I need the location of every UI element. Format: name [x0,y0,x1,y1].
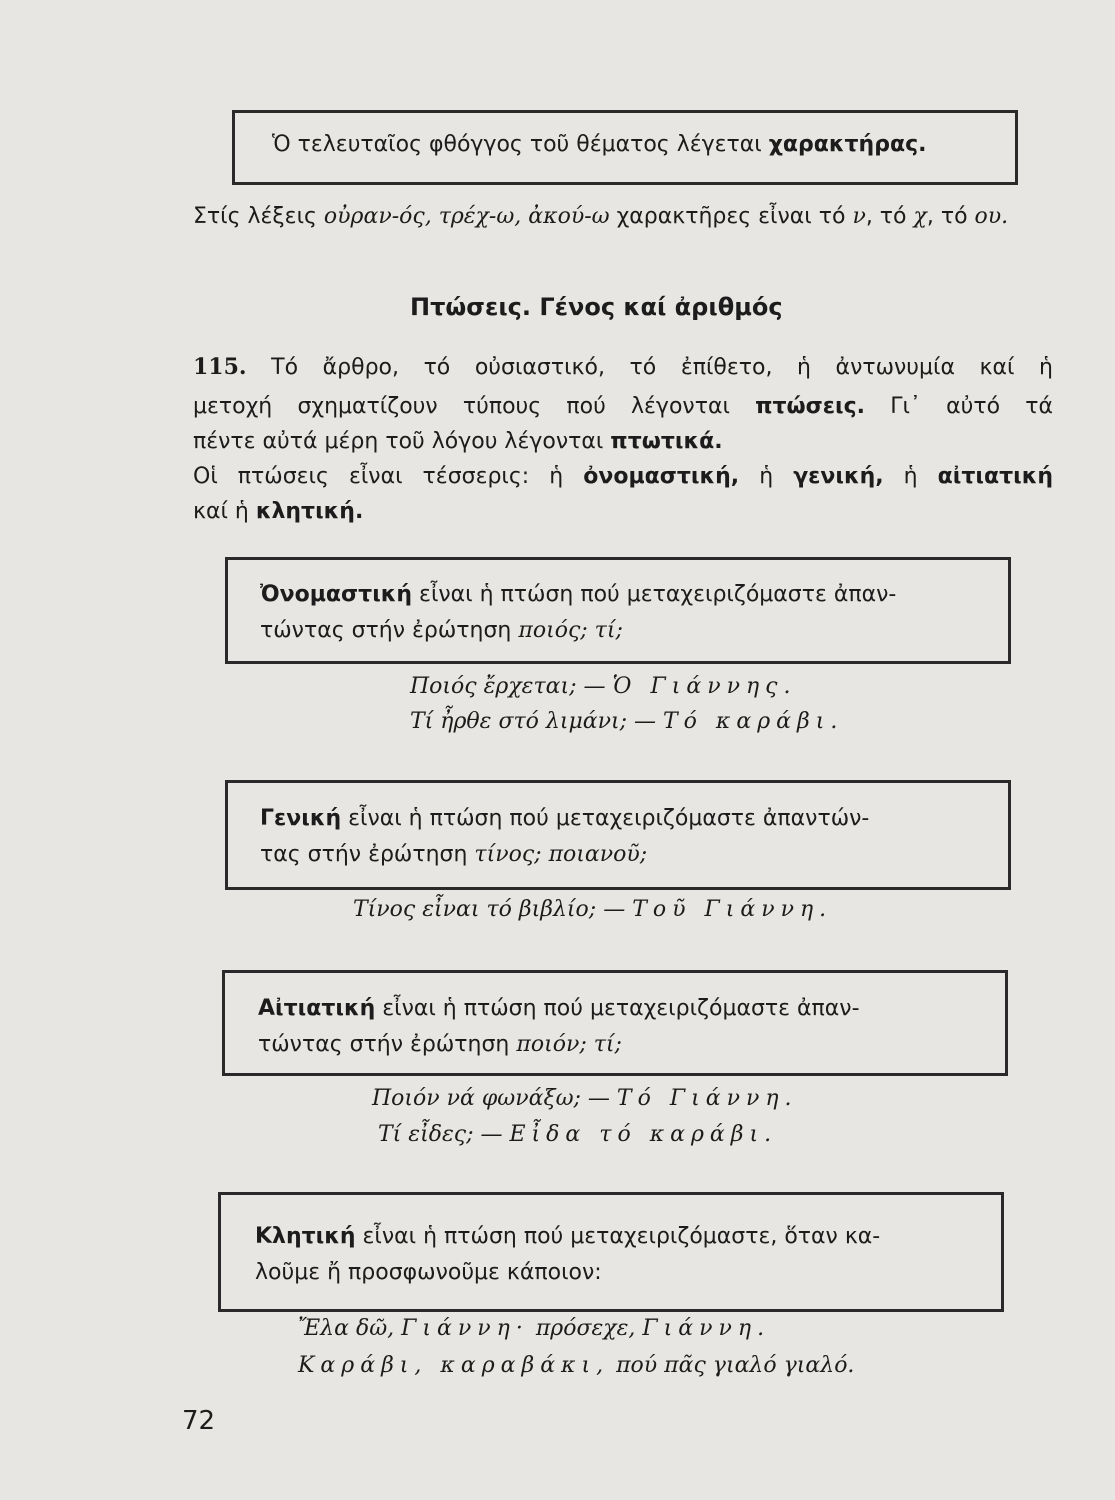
section-number: 115. [193,354,247,380]
accusative-example-2: Τί εἶδες; — Εἶδα τό καράβι. [378,1122,778,1147]
character-definition-text: Ὁ τελευταῖος φθόγγος τοῦ θέματος λέγεται χαρακτήρας. [272,132,927,157]
section-115-line-3: πέντε αὐτά μέρη τοῦ λόγου λέγονται πτωτικά. [193,429,723,454]
section-115-line-4: Οἱ πτώσεις εἶναι τέσσερις: ἡ ὀνομαστική, ἡ γενική, ἡ αἰτιατική [193,464,1053,489]
section-heading: Πτώσεις. Γένος καί ἀριθμός [410,293,783,321]
vocative-line-2: λοῦμε ἤ προσφωνοῦμε κάποιον: [255,1260,602,1285]
nominative-example-1: Ποιός ἔρχεται; — Ὁ Γιάννης. [410,674,797,699]
genitive-example-1: Τίνος εἶναι τό βιβλίο; — Τοῦ Γιάννη. [353,897,833,922]
accusative-line-1: Αἰτιατική εἶναι ἡ πτώση πού μεταχειριζόμαστε ἀπαν- [258,996,860,1021]
character-examples-line: Στίς λέξεις οὐραν-ός, τρέχ-ω, ἀκού-ω χαρακτῆρες εἶναι τό ν, τό χ, τό ου. [193,204,1009,229]
section-115-line-5: καί ἡ κλητική. [193,499,364,524]
section-115-line-2: μετοχή σχηματίζουν τύπους πού λέγονται πτώσεις. Γι᾽ αὐτό τά [193,394,1053,419]
genitive-line-1: Γενική εἶναι ἡ πτώση πού μεταχειριζόμαστε ἀπαντών- [260,806,870,831]
nominative-example-2: Τί ἦρθε στό λιμάνι; — Τό καράβι. [410,709,844,734]
nominative-line-2: τώντας στήν ἐρώτηση ποιός; τί; [260,618,623,643]
section-115-line-1: 115. Τό ἄρθρο, τό οὐσιαστικό, τό ἐπίθετο, ἡ ἀντωνυμία καί ἡ [193,354,1053,380]
genitive-line-2: τας στήν ἐρώτηση τίνος; ποιανοῦ; [260,842,648,867]
accusative-line-2: τώντας στήν ἐρώτηση ποιόν; τί; [258,1032,622,1057]
nominative-line-1: Ὀνομαστική εἶναι ἡ πτώση πού μεταχειριζόμαστε ἀπαν- [260,582,897,607]
vocative-line-1: Κλητική εἶναι ἡ πτώση πού μεταχειριζόμαστε, ὅταν κα- [255,1224,881,1249]
vocative-example-1: Ἔλα δῶ, Γιάννη· πρόσεχε, Γιάννη. [298,1316,771,1341]
page-number: 72 [182,1406,216,1436]
accusative-example-1: Ποιόν νά φωνάξω; — Τό Γιάννη. [372,1086,798,1111]
vocative-example-2: Καράβι, καραβάκι, πού πᾶς γιαλό γιαλό. [298,1353,855,1378]
